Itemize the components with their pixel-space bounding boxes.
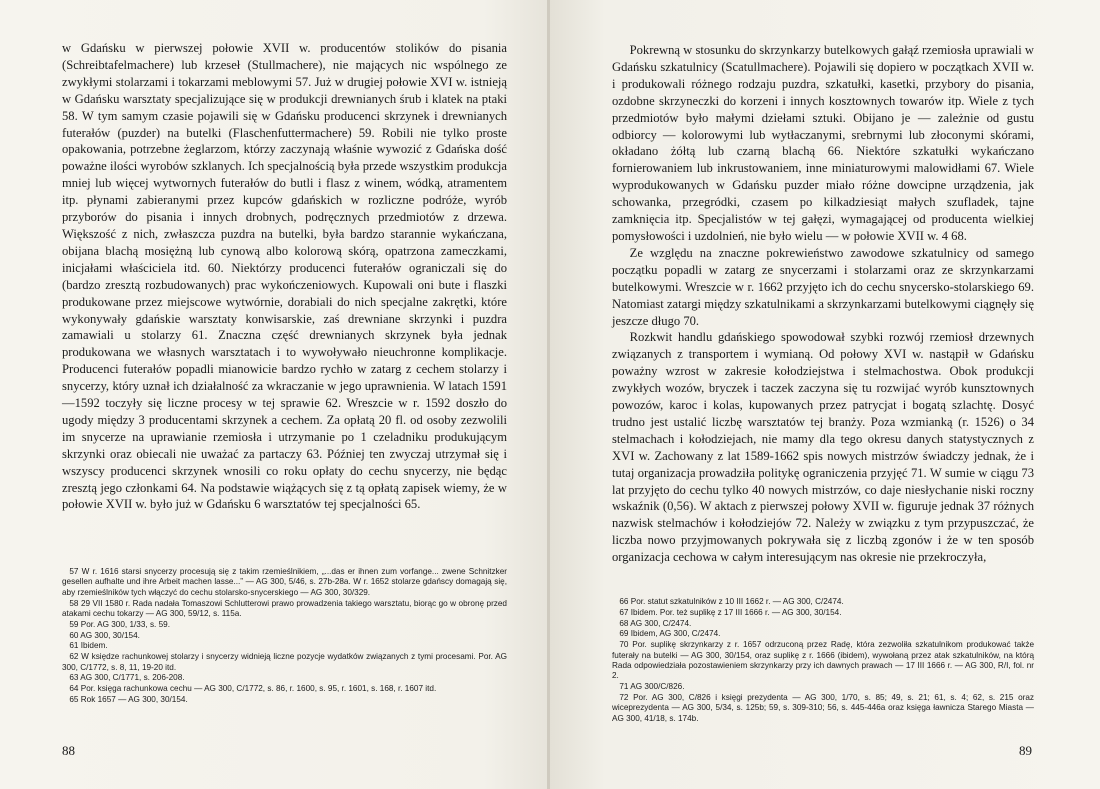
footnote-57: 57 W r. 1616 starsi snycerzy procesują się z takim rzemieślnikiem, „...das er ihnen zum vorfange... zwene Schnitzker gesellen aufhalte und ihre Arbeit machen lasse...” — AG 300, 5/46, s. 27b-28a. W r. 1652 stolarze gdańscy domagają się, aby rzemieślników tych włączyć do cechu stolarsko-snycerskiego — AG 300, 30/329. bbox=[62, 567, 507, 597]
footnote-70: 70 Por. suplikę skrzynkarzy z r. 1657 odrzuconą przez Radę, która zezwoliła szkatulnikom produkować także futerały na butelki — AG 300, 30/154, oraz suplikę z r. 1666 (ibidem), wywołaną przez atak szkatulników, na którą Rada odpowiedziała pozostawieniem skrzynkarzy przy ich dawnych prawach — 17 III 1666 r. — AG 300, R/I, fol. nr 2. bbox=[612, 640, 1034, 681]
footnote-72: 72 Por. AG 300, C/826 i księgi prezydenta — AG 300, 1/70, s. 85; 49, s. 21; 61, s. 4; 62, s. 215 oraz wiceprezydenta — AG 300, 5/34, s. 125b; 59, s. 309-310; 56, s. 445-446a oraz księga ławnicza Starego Miasta — AG 300, 41/18, s. 174b. bbox=[612, 693, 1034, 723]
left-body-text bbox=[62, 40, 507, 513]
footnote-65: 65 Rok 1657 — AG 300, 30/154. bbox=[69, 695, 188, 704]
right-paragraph-2: Ze względu na znaczne pokrewieństwo zawodowe szkatulnicy od samego początku popadli w zatarg ze snycerzami i stolarzami oraz ze skrzynkarzami butelkowymi. Wreszcie w r. 1662 przyjęto ich do cechu snycersko-stolarskiego 69. Natomiast zatargi między szkatulnikami a skrzynkarzami butelkowymi ciągnęły się jeszcze długo 70. bbox=[612, 245, 1034, 328]
footnote-62: 62 W księdze rachunkowej stolarzy i snycerzy widnieją liczne pozycje wydatków związanych z tymi procesami. Por. AG 300, C/1772, s. 8, 11, 19-20 itd. bbox=[62, 652, 507, 672]
footnote-63: 63 AG 300, C/1771, s. 206-208. bbox=[69, 673, 185, 683]
footnote-71: 71 AG 300/C/826. bbox=[619, 682, 685, 692]
right-paragraph-1: Pokrewną w stosunku do skrzynkarzy butelkowych gałąź rzemiosła uprawiali w Gdańsku szkatulnicy (Scatullmachere). Pojawili się dopiero w początkach XVII w. i produkowali różnego rodzaju puzdra, szkatułki, kasetki, przybory do pisania, ozdobne skrzyneczki do korzeni i innych kosztownych towarów itp. Wiele z tych przedmiotów było małymi dziełami sztuki. Obijano je — zależnie od gustu odbiorcy — kolorowymi lub wytłaczanymi, srebrnymi lub złoconymi skórami, okładano żółtą lub czarną blachą 66. Niektóre szkatułki wykańczano fornierowaniem lub inkrustowaniem, inne miniaturowymi malowidłami 67. Wiele wyprodukowanych w Gdańsku puzder miało różne dowcipne urządzenia, jak schowanka, przegródki, czasem po kilkadziesiąt małych szufladek, tajne zamknięcia itp. Specjalistów w tej gałęzi, wymagającej od producenta wielkiej pomysłowości i uzdolnień, nie było wielu — w połowie XVII w. 4 68. bbox=[612, 43, 1034, 243]
left-paragraph-1: w Gdańsku w pierwszej połowie XVII w. producentów stolików do pisania (Schreibtafelmachere) lub krzeseł (Stullmachere), nie mających nic wspólnego ze zwykłymi stolarzami i tokarzami meblowymi 57. Już w drugiej połowie XVI w. istnieją w Gdańsku warsztaty specjalizujące się w produkcji drewnianych śrub i klatek na ptaki 58. W tym samym czasie pojawili się w Gdańsku producenci skrzynek i drewnianych futerałów (puzder) na butelki (Flaschenfuttermachere) 59. Robili nie tylko proste opakowania, potrzebne żeglarzom, którzy zaczynają właśnie wywozić z Gdańska dość poważne ilości wyrobów szklanych. Ich specjalnością była przede wszystkim produkcja mniej lub więcej wytwornych futerałów do butli i flasz z winem, wódką, atramentem itp. płynami zabieranymi przez kupców gdańskich w rozliczne podróże, wyrób przyborów do pisania i innych drobnych, podręcznych przedmiotów z drzewa. Większość z nich, zwłaszcza puzdra na butelki, była bardzo starannie wykańczana, obijana blachą mosiężną lub cynową albo kolorową skórą, opatrzona zameczkami, inicjałami właściciela itd. 60. Niektórzy producenci futerałów ograniczali się do (bardzo zresztą rozbudowanych) prac wykończeniowych. Kupowali oni bute i flaszki produkowane przez miejscowe wytwórnie, dorabiali do nich specjalne zakrętki, które wykonywały gdańskie warsztaty konwisarskie, zaś drewniane skrzynki i puzdra zamawiali u stolarzy 61. Znaczna część drewnianych skrzynek była jednak produkowana we własnych warsztatach i to wywoływało nieuchronne komplikacje. Producenci futerałów popadli mianowicie bardzo rychło w zatarg z cechem stolarzy i snycerzy, który uznał ich działalność za wkraczanie w jego uprawnienia. W latach 1591—1592 toczyły się liczne procesy w tej sprawie 62. Wreszcie w r. 1592 doszło do ugody między 3 producentami skrzynek a cechem. Za opłatą 20 fl. od osoby zezwolili im snycerze na uprawianie rzemiosła i utrzymanie po 1 czeladniku produkującym skrzynki oraz obiecali nie uważać za partaczy 63. Później ten zwyczaj utrzymał się i wszyscy producenci skrzynek wnosili co roku opłaty do cechu snycerzy, nie będąc zresztą jego członkami 64. Na podstawie wiążących się z tą opłatą zapisek wiemy, że w połowie XVII w. było już w Gdańsku 6 warsztatów tej specjalności 65. bbox=[62, 41, 507, 512]
right-paragraph-3: Rozkwit handlu gdańskiego spowodował szybki rozwój rzemiosł drzewnych związanych z transportem i wymianą. Od połowy XVI w. nastąpił w Gdańsku poważny wzrost w zakresie kołodziejstwa i stelmachostwa. Obok produkcji zwykłych wozów, bryczek i taczek zaczyna się tu rozwijać wyrób kunsztownych powozów, karoc i kolas, kupowanych przez patrycjat i bogatą szlachtę. Dosyć trudno jest ustalić liczbę warsztatów tej branży. Poza wzmianką (r. 1526) o 34 stelmachach i kołodziejach, nie mamy dla tego okresu danych statystycznych z XVI w. Zachowany z lat 1589-1662 spis nowych mistrzów świadczy jednak, że i tutaj organizacja prowadziła politykę ograniczenia przyjęć 71. W sumie w ciągu 73 lat przyjęto do cechu tylko 40 nowych mistrzów, co daje niesłychanie niski roczny wskaźnik (0,56). W aktach z pierwszej połowy XVII w. figuruje jednak 37 różnych nazwisk stelmachów i kołodziejów 72. Należy w związku z tym przypuszczać, że liczba nowo przyjmowanych pokrywała się z liczbą zgonów i że w ten sposób organizacja cechowa w całym interesującym nas okresie nie przekroczyła, bbox=[612, 330, 1034, 565]
footnote-59: 59 Por. AG 300, 1/33, s. 59. bbox=[69, 619, 170, 629]
footnote-67: 67 Ibidem. Por. też suplikę z 17 III 1666 r. — AG 300, 30/154. bbox=[619, 607, 842, 617]
footnote-58: 58 29 VII 1580 r. Rada nadała Tomaszowi Schlutterowi prawo prowadzenia takiego warsztatu, biorąc go w obronę przed atakami cechu tokarzy — AG 300, 59/12, s. 115a. bbox=[62, 598, 507, 619]
right-footnotes bbox=[612, 597, 1034, 725]
page-number-right: 89 bbox=[1019, 743, 1032, 758]
footnote-64: 64 Por. księga rachunkowa cechu — AG 300, C/1772, s. 86, r. 1600, s. 95, r. 1601, s. 168, r. 1607 itd. bbox=[69, 684, 437, 694]
footnote-60: 60 AG 300, 30/154. bbox=[69, 630, 140, 640]
footnote-61: 61 Ibidem. bbox=[69, 641, 108, 651]
footnote-68: 68 AG 300, C/2474. bbox=[619, 618, 692, 628]
footnote-66: 66 Por. statut szkatulników z 10 III 1662 r. — AG 300, C/2474. bbox=[619, 597, 844, 606]
right-body-text bbox=[612, 42, 1034, 566]
page-number-left: 88 bbox=[62, 743, 75, 758]
right-page bbox=[550, 0, 1100, 789]
left-footnotes bbox=[62, 567, 507, 706]
footnote-69: 69 Ibidem, AG 300, C/2474. bbox=[619, 629, 721, 639]
